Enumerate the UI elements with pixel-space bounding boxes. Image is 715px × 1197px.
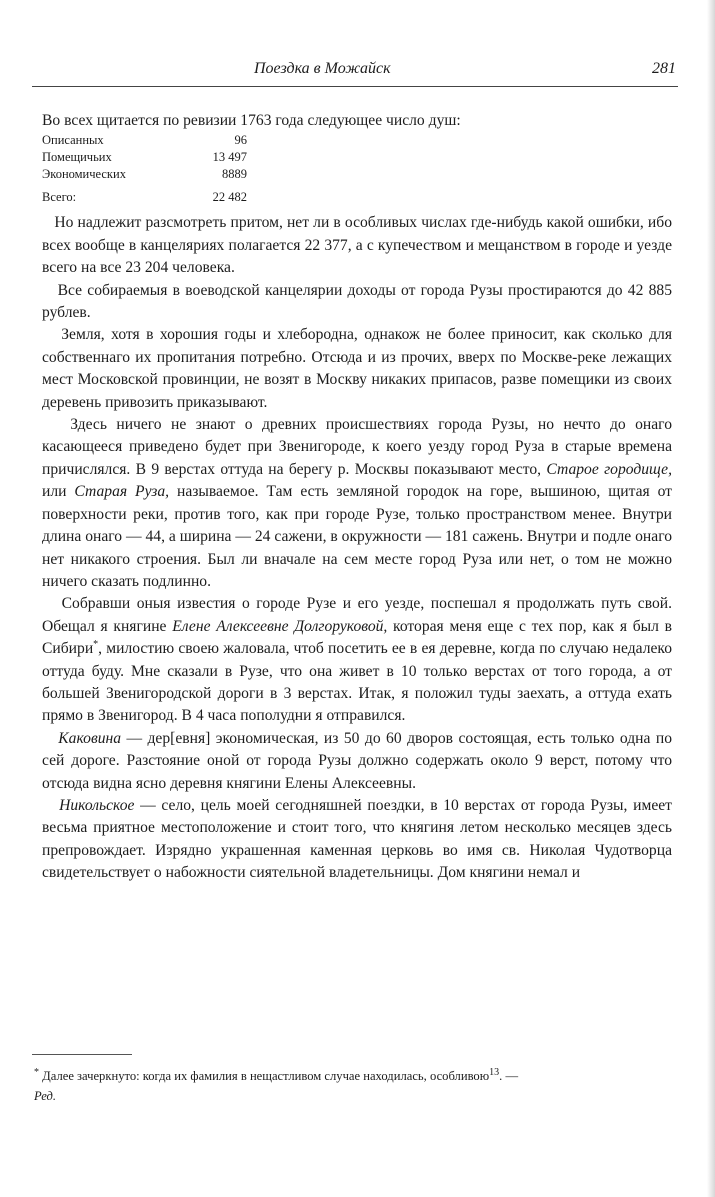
census-value: 13 497 [212, 150, 247, 165]
footnote-rule [32, 1054, 132, 1055]
paragraph-7-text: — село, цель моей сегодняшней поездки, в 10 верстах от города Рузы, имеет весьма приятное местоположение и стоит того, что княгиня летом несколько месяцев здесь препровождает. Изрядно украшенная каменная церковь во имя св. Николая Чудотворца свидетельствует о набожности сиятельной владетельницы. Дом княгини немал и [42, 796, 672, 882]
census-label: Экономических [42, 167, 126, 182]
paragraph-4-text: называемое. Там есть земляной городок на горе, вышиною, щитая от поверхности реки, против того, как при городе Рузе, только пространством менее. Внутри длина онаго — 44, а ширина — 24 сажени, в окружности — 181 сажень. Внутри и подле онаго нет никакого строения. Был ли вначале на сем месте город Руза или нет, о том не можно ничего сказать подлинно. [42, 483, 673, 590]
census-value: 96 [234, 133, 247, 148]
census-table [42, 132, 302, 206]
page-number: 281 [652, 60, 676, 77]
census-total-value: 22 482 [212, 190, 247, 205]
paragraph-3 [42, 324, 672, 414]
person-name-italic: Елене Алексеевне Долгоруковой, [172, 617, 388, 635]
footnote-text: Далее зачеркнуто: когда их фамилия в нещастливом случае находилась, особливою [42, 1069, 490, 1083]
paragraph-5-text: которая меня еще с тех пор, как я был в Сибири [42, 617, 673, 658]
census-row [42, 149, 247, 166]
paragraph-5 [42, 593, 672, 727]
paragraph-1-text: Но надлежит разсмотреть притом, нет ли в особливых числах где-нибудь какой ошибки, ибо всех вообще в канцеляриях полагается 22 377, а с купечеством и мещанством в городе и уезде всего на все 23 204 человека. [42, 214, 672, 277]
census-intro: Во всех щитается по ревизии 1763 года следующее число душ: [42, 112, 461, 129]
paragraph-2 [42, 280, 672, 325]
place-name-italic: Старое городище, [546, 460, 673, 478]
census-label: Помещичьих [42, 150, 112, 165]
paragraph-1 [42, 212, 672, 279]
village-name-italic: Никольское [59, 796, 135, 814]
footnote-mark: * [34, 1066, 39, 1078]
running-title: Поездка в Можайск [254, 60, 391, 77]
census-row [42, 166, 247, 183]
running-head [32, 58, 678, 82]
paragraph-6-text: — дер[евня] экономическая, из 50 до 60 дворов состоящая, есть только одна по сей дороге. Разстояние оной от города Рузы должно содержать около 9 верст, потому что отсюда видна ясно деревня княгини Елены Алексеевны. [42, 729, 672, 792]
paragraph-2-text: Все собираемыя в воеводской канцелярии доходы от города Рузы простираются до 42 885 рублев. [42, 281, 672, 322]
village-name-italic: Каковина [58, 729, 122, 747]
page-edge-shadow [707, 0, 715, 1197]
census-row [42, 132, 247, 149]
paragraph-5-text: Собравши оныя известия о городе Рузе и его уезде, поспешал я продолжать путь свой. Обещал я княгине [42, 595, 672, 635]
paragraph-4 [42, 414, 672, 593]
paragraph-4-text: или [42, 483, 75, 501]
paragraph-6 [42, 728, 672, 795]
page-body [42, 110, 672, 885]
census-value: 8889 [222, 167, 247, 182]
footnote [34, 1066, 674, 1106]
paragraph-7 [42, 795, 672, 885]
footnote-tail: . — [499, 1069, 519, 1083]
footnote-marker[interactable]: * [93, 638, 99, 650]
footnote-ref[interactable]: 13 [489, 1066, 500, 1078]
census-total-label: Всего: [42, 190, 77, 205]
footnote-editor: Ред. [34, 1089, 57, 1103]
header-rule [32, 86, 678, 87]
paragraph-4-text: Здесь ничего не знают о древних происшествиях города Рузы, но нечто до онаго касающееся приведено будет при Звенигороде, к коего уезду город Руза в старые времена причислялся. В 9 верстах оттуда на берегу р. Москвы показывают место, [42, 416, 672, 478]
paragraph-5-text: , милостию своею жаловала, чтоб посетить ее в ея деревне, когда по случаю недалеко оттуда буду. Мне сказали в Рузе, что она живет в 10 только верстах от того города, а от большей Звенигородской дороги в 3 верстах. Итак, я положил туды заехать, а оттуда ехать прямо в Звенигород. В 4 часа пополудни я отправился. [42, 640, 672, 725]
paragraph-3-text: Земля, хотя в хорошия годы и хлебородна, однакож не более приносит, как сколько для собственнаго их пропитания потребно. Отсюда и из прочих, вверх по Москве-реке лежащих мест Московской провинции, не возят в Москву никаких припасов, разве помещики из своих деревень привозить приказывают. [42, 326, 672, 411]
census-label: Описанных [42, 133, 104, 148]
census-total-row [42, 189, 247, 206]
place-name-italic: Старая Руза, [74, 483, 170, 501]
